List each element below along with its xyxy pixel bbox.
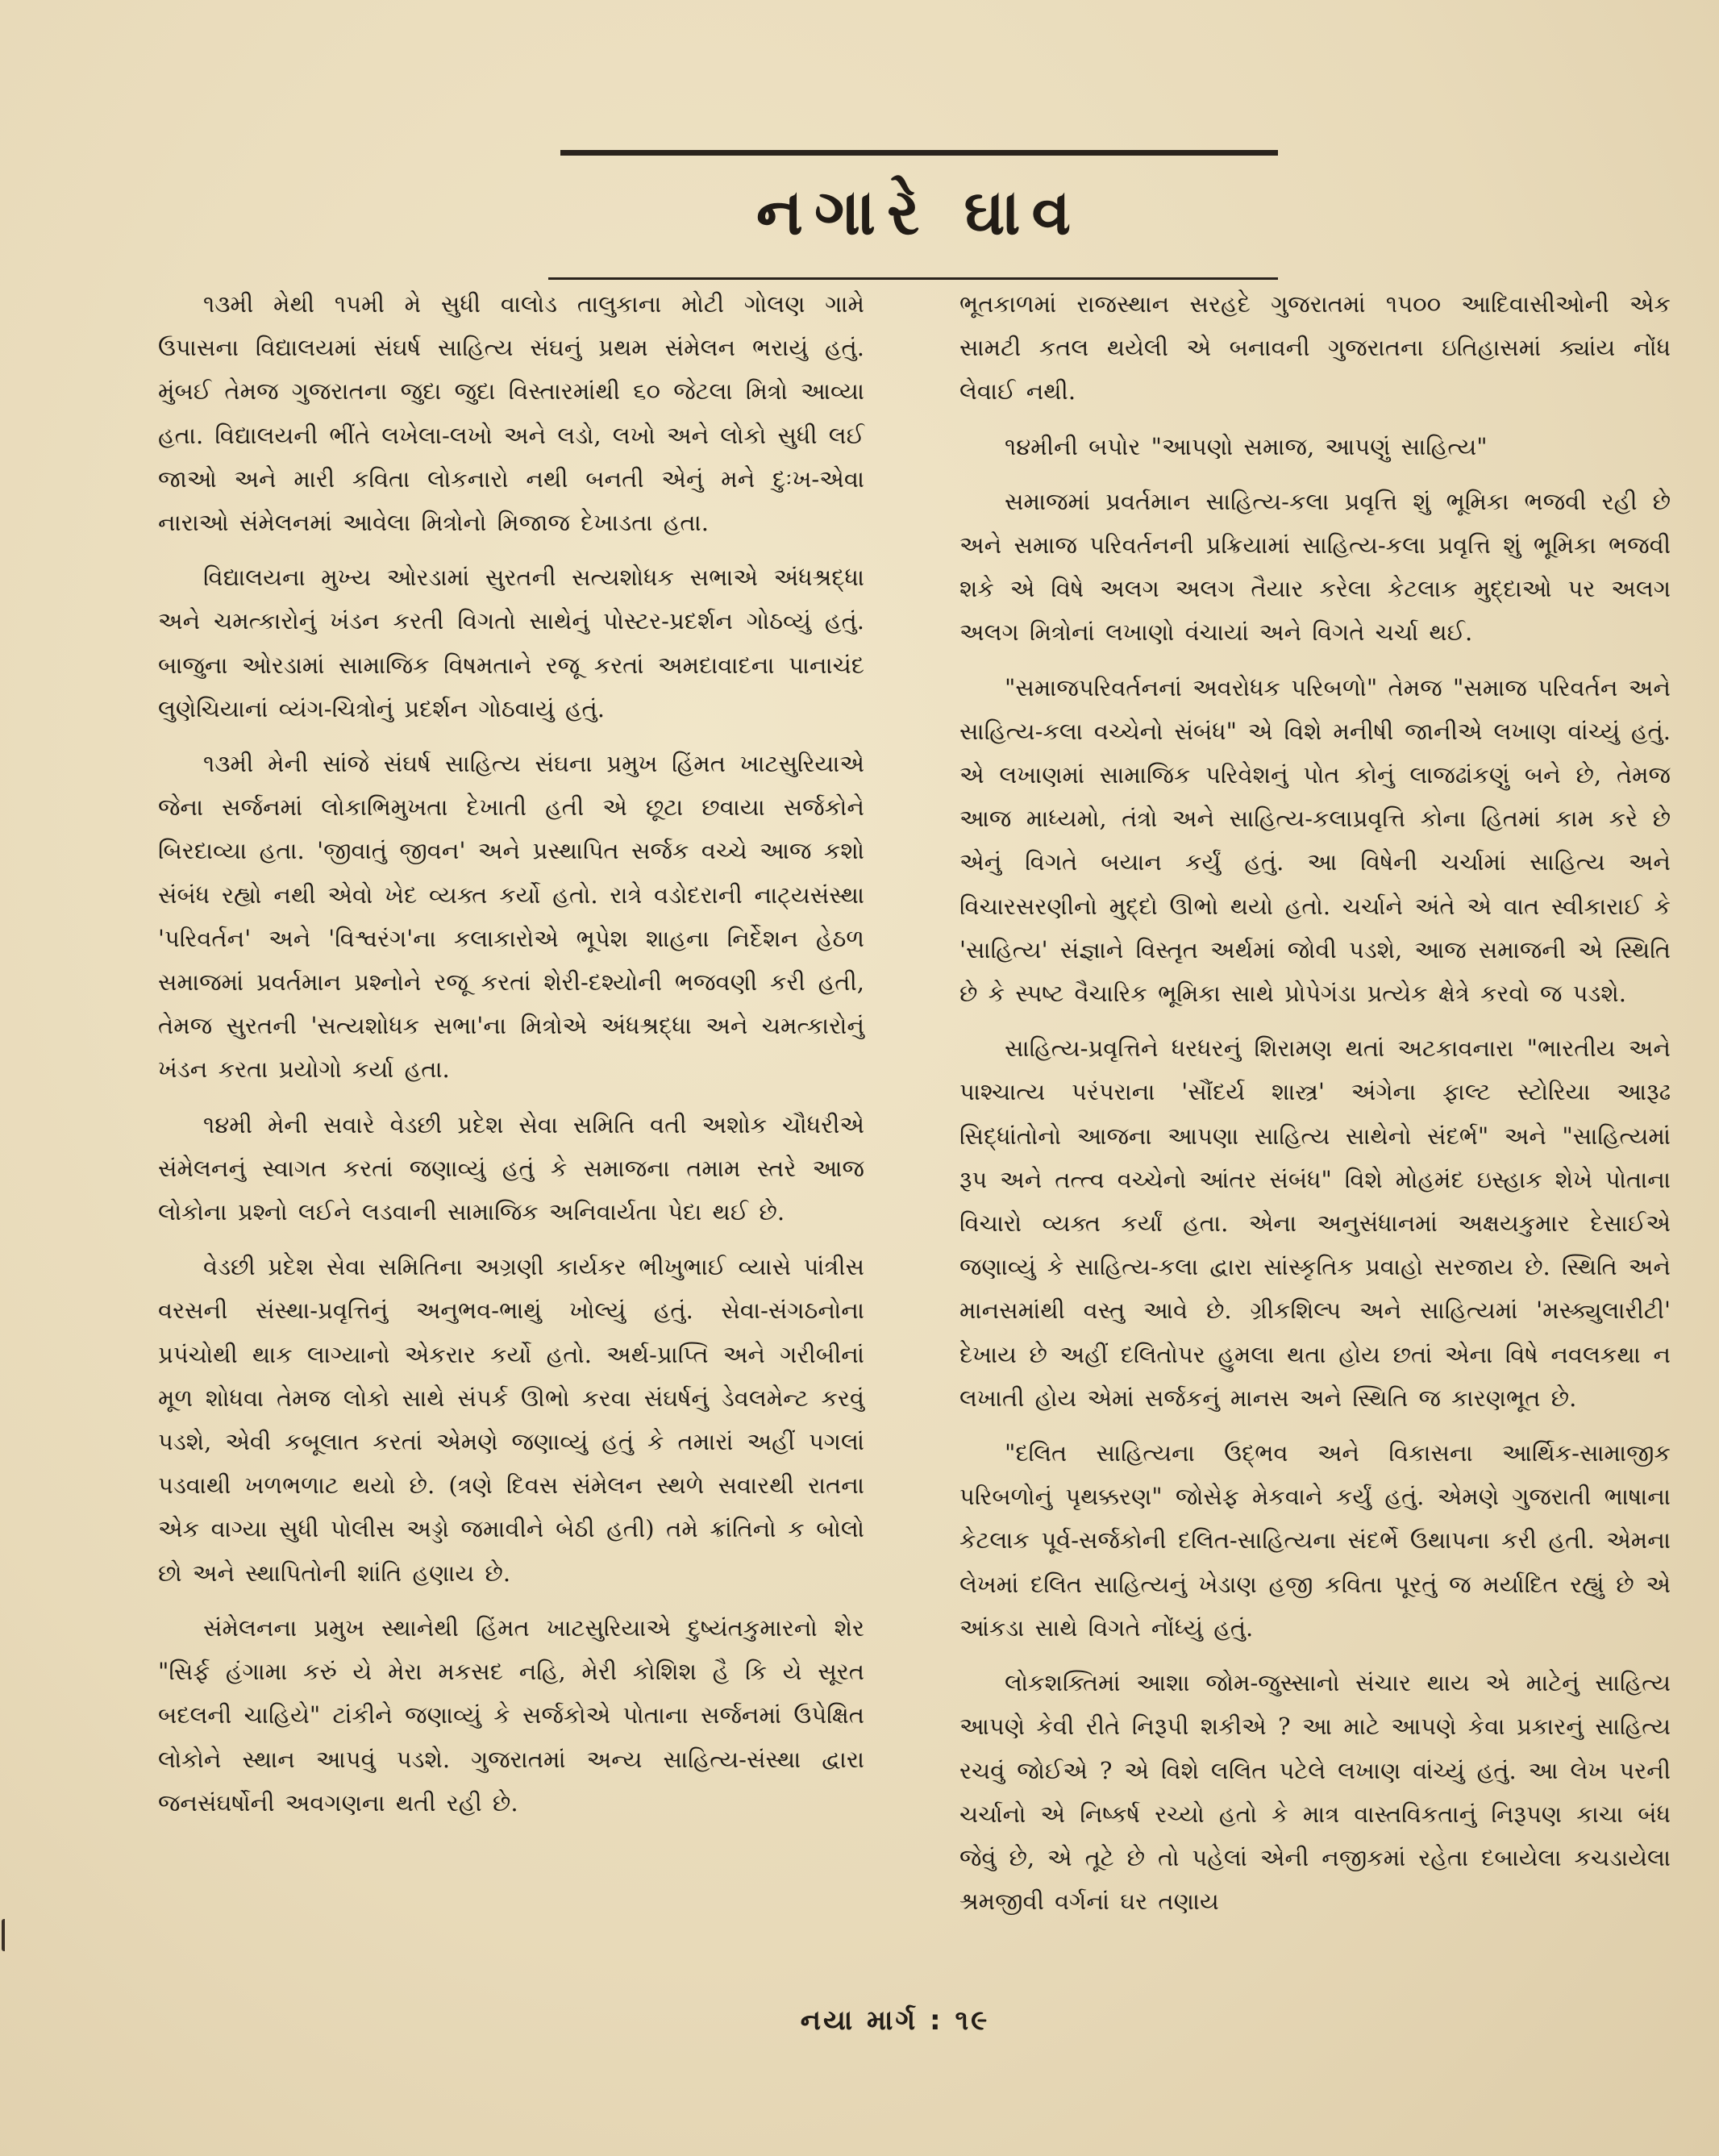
paragraph: સંમેલનના પ્રમુખ સ્થાનેથી હિંમત ખાટસુરિયાએ દુષ્યંતકુમારનો શેર "સિર્ફ હંગામા કરું યે મેરા મકસદ નહિ, મેરી કોશિશ હૈ કિ યે સૂરત બદલની ચાહિયે" ટાંકીને જણાવ્યું કે સર્જકોએ પોતાના સર્જનમાં ઉપેક્ષિત લોકોને સ્થાન આપવું પડશે. ગુજરાતમાં અન્ય સાહિત્ય-સંસ્થા દ્વારા જનસંઘર્ષોની અવગણના થતી રહી છે. [158,1613,864,1817]
paragraph: લોકશક્તિમાં આશા જોમ-જુસ્સાનો સંચાર થાય એ માટેનું સાહિત્ય આપણે કેવી રીતે નિરૂપી શકીએ ? આ માટે આપણે કેવા પ્રકારનું સાહિત્ય રચવું જોઈએ ? એ વિશે લલિત પટેલે લખાણ વાંચ્યું હતું. આ લેખ પરની ચર્ચાનો એ નિષ્કર્ષ રચ્યો હતો કે માત્ર વાસ્તવિકતાનું નિરૂપણ કાચા બંધ જેવું છે, એ તૂટે છે તો પહેલાં એની નજીકમાં રહેતા દબાયેલા કચડાયેલા શ્રમજીવી વર્ગનાં ઘર તણાય [959,1669,1671,1916]
page-footer: નયા માર્ગ : ૧૯ [800,2004,990,2037]
paragraph: વિદ્યાલયના મુખ્ય ઓરડામાં સુરતની સત્યશોધક સભાએ અંધશ્રદ્ધા અને ચમત્કારોનું ખંડન કરતી વિગતો સાથેનું પોસ્ટર-પ્રદર્શન ગોઠવ્યું હતું. બાજુના ઓરડામાં સામાજિક વિષમતાને રજૂ કરતાં અમદાવાદના પાનાચંદ લુણેચિયાનાં વ્યંગ-ચિત્રોનું પ્રદર્શન ગોઠવાયું હતું. [158,564,864,722]
paragraph: ૧૩મી મેની સાંજે સંઘર્ષ સાહિત્ય સંઘના પ્રમુખ હિંમત ખાટસુરિયાએ જેના સર્જનમાં લોકાભિમુખતા દેખાતી હતી એ છૂટા છવાયા સર્જકોને બિરદાવ્યા હતા. 'જીવાતું જીવન' અને પ્રસ્થાપિત સર્જક વચ્ચે આજ કશો સંબંધ રહ્યો નથી એવો ખેદ વ્યક્ત કર્યો હતો. રાત્રે વડોદરાની નાટ્યસંસ્થા 'પરિવર્તન' અને 'વિશ્વરંગ'ના કલાકારોએ ભૂપેશ શાહના નિર્દેશન હેઠળ સમાજમાં પ્રવર્તમાન પ્રશ્નોને રજૂ કરતાં શેરી-દશ્યોની ભજવણી કરી હતી, તેમજ સુરતની 'સત્યશોધક સભા'ના મિત્રોએ અંધશ્રદ્ધા અને ચમત્કારોનું ખંડન કરતા પ્રયોગો કર્યા હતા. [158,750,864,1084]
left-column [158,282,864,1836]
title-top-rule [560,150,1278,156]
paragraph: "દલિત સાહિત્યના ઉદ્ભવ અને વિકાસના આર્થિક-સામાજીક પરિબળોનું પૃથક્કરણ" જોસેફ મેકવાને કર્યું હતું. એમણે ગુજરાતી ભાષાના કેટલાક પૂર્વ-સર્જકોની દલિત-સાહિત્યના સંદર્ભે ઉથાપના કરી હતી. એમના લેખમાં દલિત સાહિત્યનું ખેડાણ હજી કવિતા પૂરતું જ મર્યાદિત રહ્યું છે એ આંકડા સાથે વિગતે નોંધ્યું હતું. [959,1439,1671,1642]
paragraph: "સમાજપરિવર્તનનાં અવરોધક પરિબળો" તેમજ "સમાજ પરિવર્તન અને સાહિત્ય-કલા વચ્ચેનો સંબંધ" એ વિશે મનીષી જાનીએ લખાણ વાંચ્યું હતું. એ લખાણમાં સામાજિક પરિવેશનું પોત કોનું લાજઢાંકણું બને છે, તેમજ આજ માધ્યમો, તંત્રો અને સાહિત્ય-કલાપ્રવૃત્તિ કોના હિતમાં કામ કરે છે એનું વિગતે બયાન કર્યું હતું. આ વિષેની ચર્ચામાં સાહિત્ય અને વિચારસરણીનો મુદ્દો ઊભો થયો હતો. ચર્ચાને અંતે એ વાત સ્વીકારાઈ કે 'સાહિત્ય' સંજ્ઞાને વિસ્તૃત અર્થમાં જોવી પડશે, આજ સમાજની એ સ્થિતિ છે કે સ્પષ્ટ વૈચારિક ભૂમિકા સાથે પ્રોપેગંડા પ્રત્યેક ક્ષેત્રે કરવો જ પડશે. [959,673,1671,1008]
paragraph: સાહિત્ય-પ્રવૃત્તિને ધરધરનું શિરામણ થતાં અટકાવનારા "ભારતીય અને પાશ્ચાત્ય પરંપરાના 'સૌંદર્ય શાસ્ત્ર' અંગેના ફાલ્ટ સ્ટોરિયા આરૂઢ સિદ્ધાંતોનો આજના આપણા સાહિત્ય સાથેનો સંદર્ભ" અને "સાહિત્યમાં રૂપ અને તત્ત્વ વચ્ચેનો આંતર સંબંધ" વિશે મોહમંદ ઇસ્હાક શેખે પોતાના વિચારો વ્યક્ત કર્યાં હતા. એના અનુસંધાનમાં અક્ષયકુમાર દેસાઈએ જણાવ્યું કે સાહિત્ય-કલા દ્વારા સાંસ્કૃતિક પ્રવાહો સરજાય છે. સ્થિતિ અને માનસમાંથી વસ્તુ આવે છે. ગ્રીકશિલ્પ અને સાહિત્યમાં 'મસ્ક્યુલારીટી' દેખાય છે અહીં દલિતોપર હુમલા થતા હોય છતાં એના વિષે નવલકથા ન લખાતી હોય એમાં સર્જકનું માનસ અને સ્થિતિ જ કારણભૂત છે. [959,1034,1671,1412]
paragraph: ભૂતકાળમાં રાજસ્થાન સરહદે ગુજરાતમાં ૧૫૦૦ આદિવાસીઓની એક સામટી કતલ થયેલી એ બનાવની ગુજરાતના ઇતિહાસમાં ક્યાંય નોંધ લેવાઈ નથી. [959,290,1671,406]
article-title: નગારે ઘાવ [755,177,1083,249]
title-bottom-rule [548,277,1278,280]
paragraph: ૧૪મી મેની સવારે વેડછી પ્રદેશ સેવા સમિતિ વતી અશોક ચૌધરીએ સંમેલનનું સ્વાગત કરતાં જણાવ્યું હતું કે સમાજના તમામ સ્તરે આજ લોકોના પ્રશ્નો લઈને લડવાની સામાજિક અનિવાર્યતા પેદા થઈ છે. [158,1110,864,1226]
paragraph: ૧૩મી મેથી ૧૫મી મે સુધી વાલોડ તાલુકાના મોટી ગોલણ ગામે ઉપાસના વિદ્યાલયમાં સંઘર્ષ સાહિત્ય સંઘનું પ્રથમ સંમેલન ભરાયું હતું. મુંબઈ તેમજ ગુજરાતના જુદા જુદા વિસ્તારમાંથી ૬૦ જેટલા મિત્રો આવ્યા હતા. વિદ્યાલયની ભીંતે લખેલા-લખો અને લડો, લખો અને લોકો સુધી લઈ જાઓ અને મારી કવિતા લોકનારો નથી બનતી એનું મને દુઃખ-એવા નારાઓ સંમેલનમાં આવેલા મિત્રોનો મિજાજ દેખાડતા હતા. [158,290,864,537]
paragraph: વેડછી પ્રદેશ સેવા સમિતિના અગ્રણી કાર્યકર ભીખુભાઈ વ્યાસે પાંત્રીસ વરસની સંસ્થા-પ્રવૃત્તિનું અનુભવ-ભાથું ખોલ્યું હતું. સેવા-સંગઠનોના પ્રપંચોથી થાક લાગ્યાનો એકરાર કર્યો હતો. અર્થ-પ્રાપ્તિ અને ગરીબીનાં મૂળ શોધવા તેમજ લોકો સાથે સંપર્ક ઊભો કરવા સંઘર્ષનું ડેવલમેન્ટ કરવું પડશે, એવી કબૂલાત કરતાં એમણે જણાવ્યું હતું કે તમારાં અહીં પગલાં પડવાથી ખળભળાટ થયો છે. (ત્રણે દિવસ સંમેલન સ્થળે સવારથી રાતના એક વાગ્યા સુધી પોલીસ અડ્ડો જમાવીને બેઠી હતી) તમે ક્રાંતિનો ક બોલો છો અને સ્થાપિતોની શાંતિ હણાય છે. [158,1253,864,1587]
right-column [959,282,1671,1934]
margin-mark [2,1919,11,1951]
paragraph: સમાજમાં પ્રવર્તમાન સાહિત્ય-કલા પ્રવૃત્તિ શું ભૂમિકા ભજવી રહી છે અને સમાજ પરિવર્તનની પ્રક્રિયામાં સાહિત્ય-કલા પ્રવૃત્તિ શું ભૂમિકા ભજવી શકે એ વિષે અલગ અલગ તૈયાર કરેલા કેટલાક મુદ્દાઓ પર અલગ અલગ મિત્રોનાં લખાણો વંચાયાં અને વિગતે ચર્ચા થઈ. [959,487,1671,647]
section-heading: ૧૪મીની બપોર "આપણો સમાજ, આપણું સાહિત્ય" [1005,432,1488,460]
